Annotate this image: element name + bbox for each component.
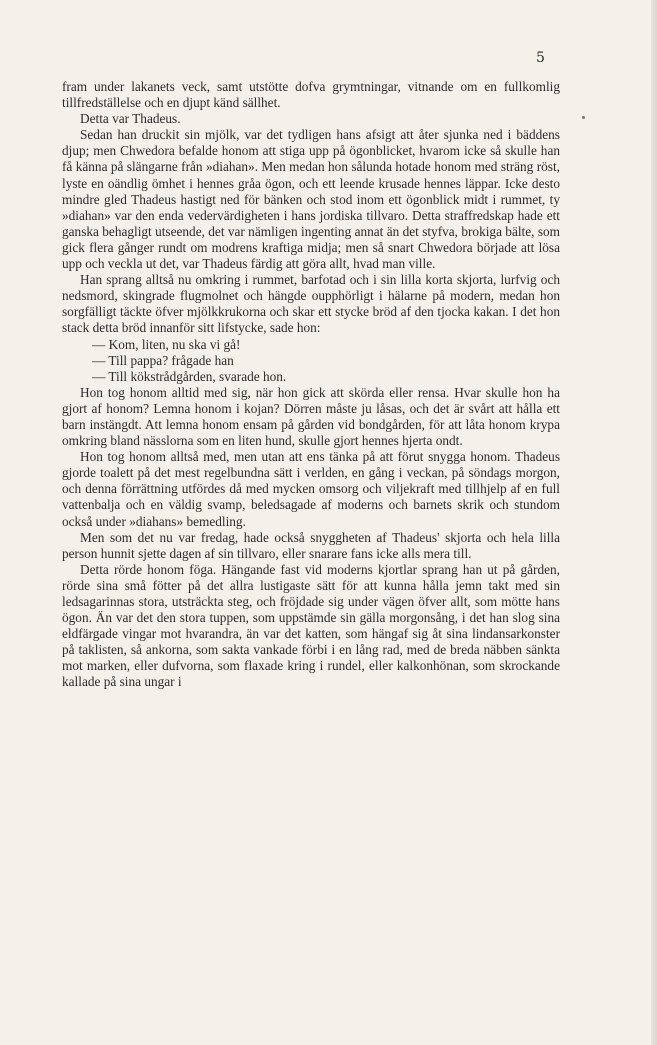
paragraph: Hon tog honom alltså med, men utan att ens tänka på att förut snygga honom. Thadeus gjorde toalett på det mest regelbundna sätt i verlden, en gång i veckan, på söndags morgon, och denna förrättning utfördes då med mycken omsorg och viljekraft med tillhjelp af en full vattenbalja och en väldig svamp, beledsagade af moderns och barnets skrik och stundom också under »diahans» bemedling. <box>62 449 560 529</box>
dialogue-line: — Kom, liten, nu ska vi gå! <box>92 336 241 352</box>
dialogue-line: — Till pappa? frågade han <box>92 352 234 368</box>
dialogue-line: — Till kökstrådgården, svarade hon. <box>92 368 287 384</box>
paragraph: Men som det nu var fredag, hade också snyggheten af Thadeus' skjorta och hela lilla person hunnit sjette dagen af sin tillvaro, eller snarare fans icke alls mera till. <box>62 529 560 561</box>
paragraph: fram under lakanets veck, samt utstötte dofva grymtningar, vitnande om en fullkomlig tillfredställelse och en djupt känd sällhet. <box>62 79 560 111</box>
page-edge <box>651 0 657 1045</box>
page-number: 5 <box>536 50 545 66</box>
paragraph: Detta rörde honom föga. Hängande fast vid moderns kjortlar sprang han ut på gården, rörde sina små fötter på det allra lustigaste sätt för att kunna hålla jemn takt med sin ledsagarinnas stora, utsträckta steg, och fröjdade sig under vägen öfver allt, som mötte hans ögon. Än var det den stora tuppen, som uppstämde sin gälla morgonsång, i det han slog sina eldfärgade vingar mot hvarandra, än var det katten, som hängaf sig åt sina lindansarkonster på taklisten, så ankorna, som sakta vankade förbi i en lång rad, med de breda näbben sänkta mot marken, eller dufvorna, som flaxade kring i rundel, eller kalkonhönan, som skrockande kallade på sina ungar i <box>62 561 560 690</box>
paragraph: Detta var Thadeus. <box>80 111 181 127</box>
paragraph: Han sprang alltså nu omkring i rummet, barfotad och i sin lilla korta skjorta, lurfvig och nedsmord, skingrade flugmolnet och hängde oupphörligt i hälarne på modern, medan hon sorgfälligt täckte öfver mjölkkrukorna och skar ett stycke bröd af den tjocka kakan. I det hon stack detta bröd innanför sitt lifstycke, sade hon: <box>62 272 560 336</box>
body-text <box>62 79 560 691</box>
paragraph: Hon tog honom alltid med sig, när hon gick att skörda eller rensa. Hvar skulle hon ha gjort af honom? Lemna honom i kojan? Dörren måste ju låsas, och det är svårt att hålla ett barn instängdt. Att lemna honom ensam på gården vid bondgården, för att låta honom krypa omkring bland nässlorna som en liten hund, skulle gjort hennes hjerta ondt. <box>62 384 560 449</box>
paragraph: Sedan han druckit sin mjölk, var det tydligen hans afsigt att åter sjunka ned i bäddens djup; men Chwedora befalde honom att stiga upp på ögonblicket, hvarom icke så skulle han få känna på slängarne från »diahan». Men medan hon sålunda hotade honom med sträng röst, lyste en oändlig ömhet i hennes gråa ögon, och ett leende krusade hennes läppar. Icke desto mindre gled Thadeus hastigt ned för bänken och stod inom ett ögonblick midt i rummet, ty »diahan» var den enda vedervärdigheten i hans jordiska tillvaro. Detta straffredskap hade ett ganska behagligt utseende, det var nämligen ingenting annat än det styfva, brokiga bälte, som gick flera gånger rundt om modrens kraftiga midja; men så snart Chwedora började att lösa upp och veckla ut det, var Thadeus färdig att göra allt, hvad man ville. <box>62 127 560 272</box>
ink-speck <box>582 116 585 119</box>
